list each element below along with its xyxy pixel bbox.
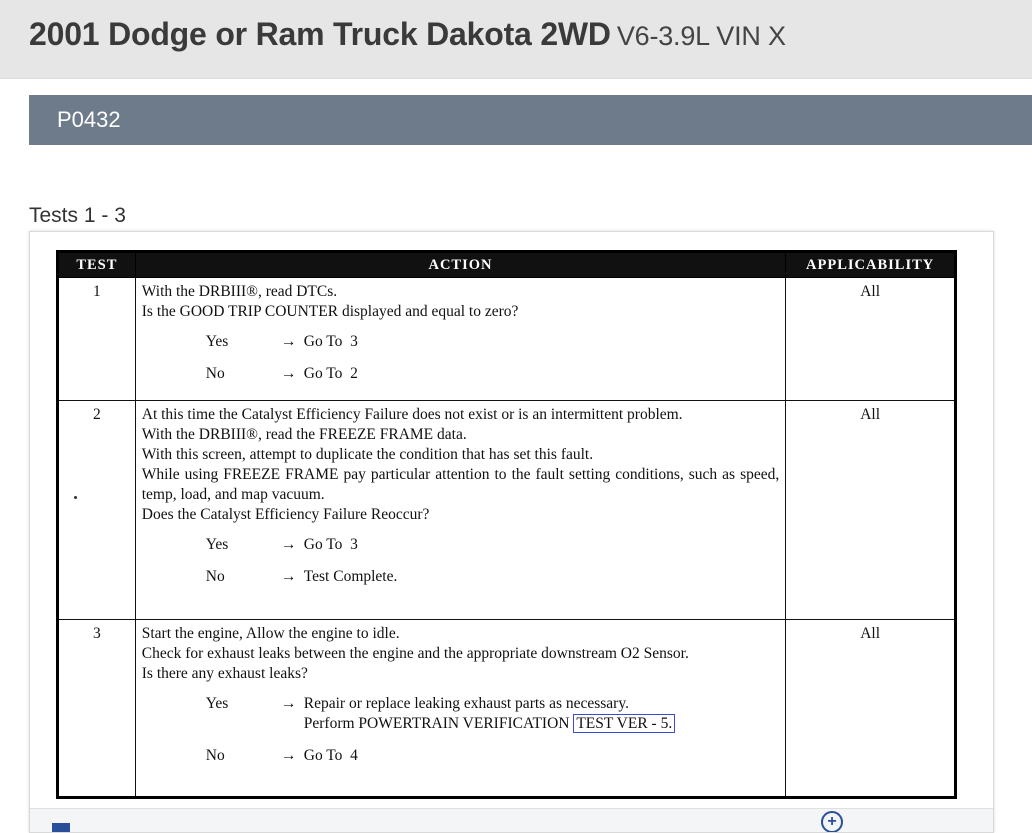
table-row [58, 620, 956, 798]
test-applicability: All [786, 401, 956, 620]
answer-result: Go To 2 [303, 365, 358, 382]
answer-result: Go To 3 [303, 333, 358, 350]
arrow-icon: → [281, 333, 297, 350]
action-line: Is the GOOD TRIP COUNTER displayed and equal to zero? [141, 303, 519, 320]
action-line: Check for exhaust leaks between the engine and the appropriate downstream O2 Sensor. [141, 645, 689, 662]
table-row [58, 278, 956, 401]
arrow-icon: → [281, 365, 297, 382]
action-line: With the DRBIII®, read the FREEZE FRAME data. [141, 426, 467, 443]
responses [142, 694, 780, 766]
answer-result [304, 694, 675, 734]
column-header-action: ACTION [135, 252, 786, 278]
response-yes [142, 332, 780, 352]
page-title [29, 16, 786, 53]
responses [142, 332, 780, 384]
test-number: 1 [58, 278, 136, 401]
list-icon[interactable] [52, 823, 70, 833]
action-line: With the DRBIII®, read DTCs. [141, 283, 338, 300]
test-applicability: All [786, 278, 956, 401]
scan-artifact [74, 496, 77, 499]
response-yes [142, 694, 780, 734]
table-header-row [58, 252, 956, 278]
test-number: 2 [58, 401, 136, 620]
test-number: 3 [58, 620, 136, 798]
table-row [58, 401, 956, 620]
action-line: With this screen, attempt to duplicate the condition that has set this fault. [141, 446, 594, 463]
test-action [135, 278, 786, 401]
test-applicability: All [786, 620, 956, 798]
engine-spec: V6-3.9L VIN X [616, 21, 786, 51]
test-action [135, 401, 786, 620]
action-line: While using FREEZE FRAME pay particular attention to the fault setting conditions, such as speed, temp, load, and map vacuum. [141, 466, 780, 503]
arrow-icon: → [281, 536, 297, 553]
zoom-in-icon[interactable]: + [821, 811, 843, 833]
diagnostic-image-panel [29, 231, 994, 833]
answer-label: Yes [205, 536, 229, 553]
answer-label: No [205, 365, 225, 382]
answer-label: Yes [205, 695, 229, 712]
arrow-icon: → [281, 747, 297, 764]
action-line: Is there any exhaust leaks? [141, 665, 308, 682]
panel-footer [30, 808, 993, 833]
arrow-icon: → [281, 695, 297, 712]
response-no [142, 364, 780, 384]
answer-result-line: Repair or replace leaking exhaust parts as necessary. [303, 695, 629, 712]
action-line: Does the Catalyst Efficiency Failure Reoccur? [141, 506, 430, 523]
column-header-applicability: APPLICABILITY [786, 252, 956, 278]
answer-label: No [205, 747, 225, 764]
arrow-icon: → [281, 568, 297, 585]
answer-result: Go To 4 [303, 747, 358, 764]
test-ver-link[interactable]: TEST VER - 5. [573, 714, 675, 733]
vehicle-header [0, 0, 1032, 79]
answer-label: No [205, 568, 225, 585]
test-action [135, 620, 786, 798]
column-header-test: TEST [58, 252, 136, 278]
dtc-code-bar [29, 95, 1032, 145]
action-line: Start the engine, Allow the engine to idle. [141, 625, 400, 642]
tests-range-label: Tests 1 - 3 [29, 204, 126, 227]
response-no [142, 746, 780, 766]
response-no [142, 567, 780, 587]
action-line: At this time the Catalyst Efficiency Failure does not exist or is an intermittent problem. [141, 406, 683, 423]
dtc-code: P0432 [57, 107, 121, 132]
vehicle-title: 2001 Dodge or Ram Truck Dakota 2WD [29, 16, 611, 52]
response-yes [142, 535, 780, 555]
diagnostic-test-table [56, 250, 957, 799]
answer-result: Go To 3 [303, 536, 358, 553]
answer-result: Test Complete. [303, 568, 398, 585]
answer-result-line: Perform POWERTRAIN VERIFICATION [303, 715, 570, 732]
responses [142, 535, 780, 587]
answer-label: Yes [205, 333, 229, 350]
